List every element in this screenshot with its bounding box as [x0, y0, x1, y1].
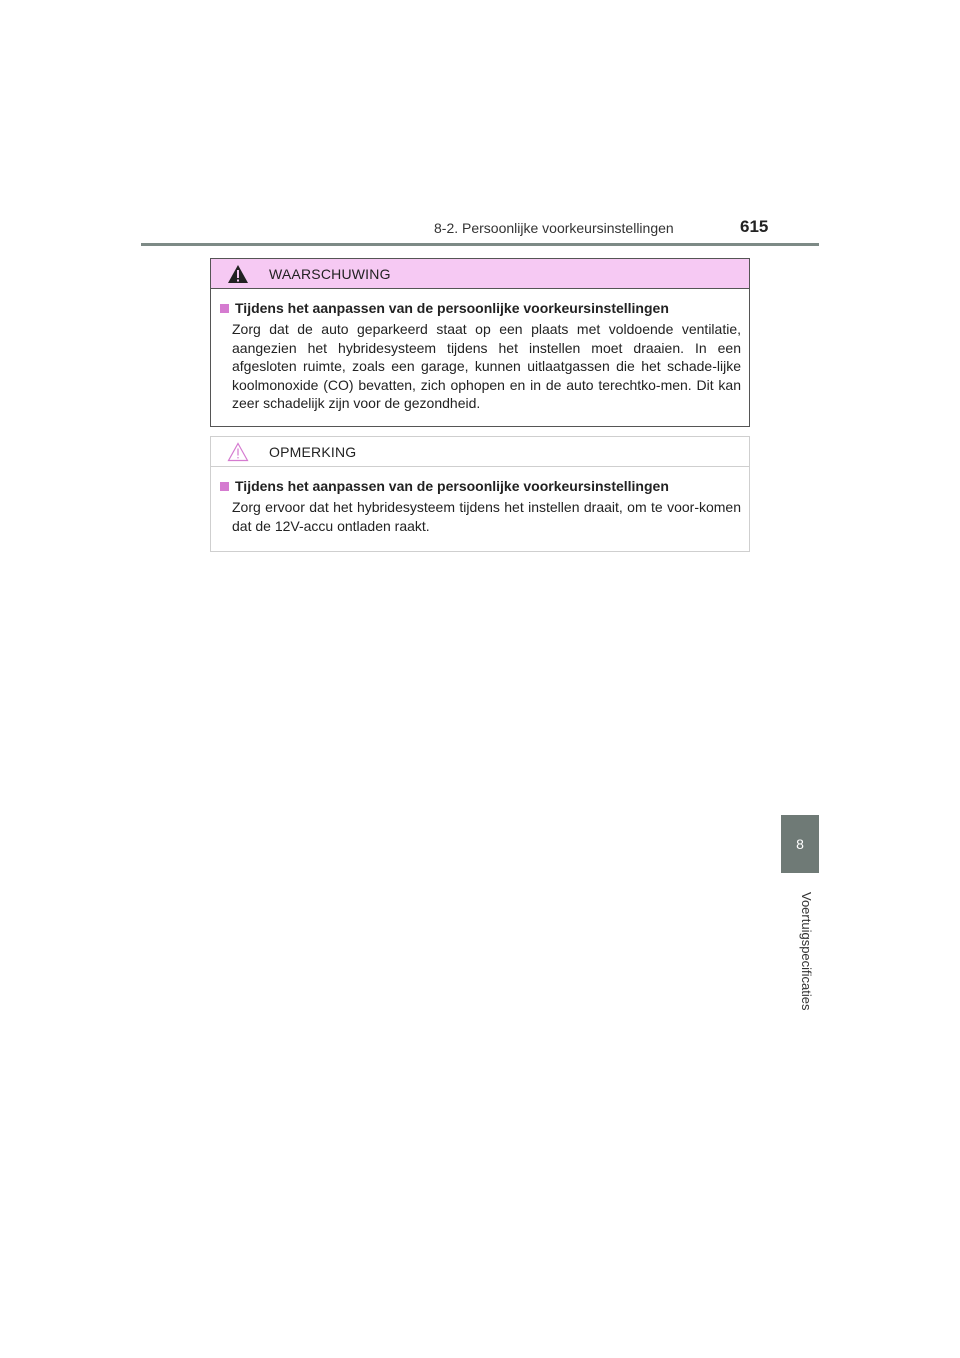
- warning-body: [211, 289, 749, 413]
- square-bullet-icon: [220, 304, 229, 313]
- notice-box: [210, 436, 750, 552]
- notice-subheading-text: Tijdens het aanpassen van de persoonlijke voorkeursinstellingen: [235, 478, 669, 494]
- notice-header: [211, 437, 749, 467]
- square-bullet-icon: [220, 482, 229, 491]
- warning-subheading: [220, 299, 741, 317]
- chapter-label: Voertuigspecificaties: [799, 892, 814, 1011]
- warning-subheading-text: Tijdens het aanpassen van de persoonlijke voorkeursinstellingen: [235, 300, 669, 316]
- warning-triangle-outline-icon: [227, 442, 249, 462]
- notice-text: Zorg ervoor dat het hybridesysteem tijdens het instellen draait, om te voor-komen dat de 12V-accu ontladen raakt.: [232, 499, 741, 534]
- notice-title: OPMERKING: [269, 443, 357, 460]
- warning-triangle-filled-icon: [227, 264, 249, 284]
- notice-body: [211, 467, 749, 535]
- warning-header: [211, 259, 749, 289]
- chapter-tab: 8: [781, 815, 819, 873]
- section-title: 8-2. Persoonlijke voorkeursinstellingen: [434, 220, 674, 236]
- page-number: 615: [740, 217, 769, 236]
- notice-subheading: [220, 477, 741, 495]
- warning-title: WAARSCHUWING: [269, 265, 391, 282]
- warning-text: Zorg dat de auto geparkeerd staat op een plaats met voldoende ventilatie, aangezien het hybridesysteem tijdens het instellen moet draaien. In een afgesloten ruimte, zoals een garage, kunnen uitlaatgassen die het schade-lijke koolmonoxide (CO) bevatten, zich ophopen en in de auto terechtko-men. Dit kan zeer schadelijk zijn voor de gezondheid.: [232, 321, 741, 412]
- header-divider: [141, 243, 819, 246]
- warning-box: [210, 258, 750, 427]
